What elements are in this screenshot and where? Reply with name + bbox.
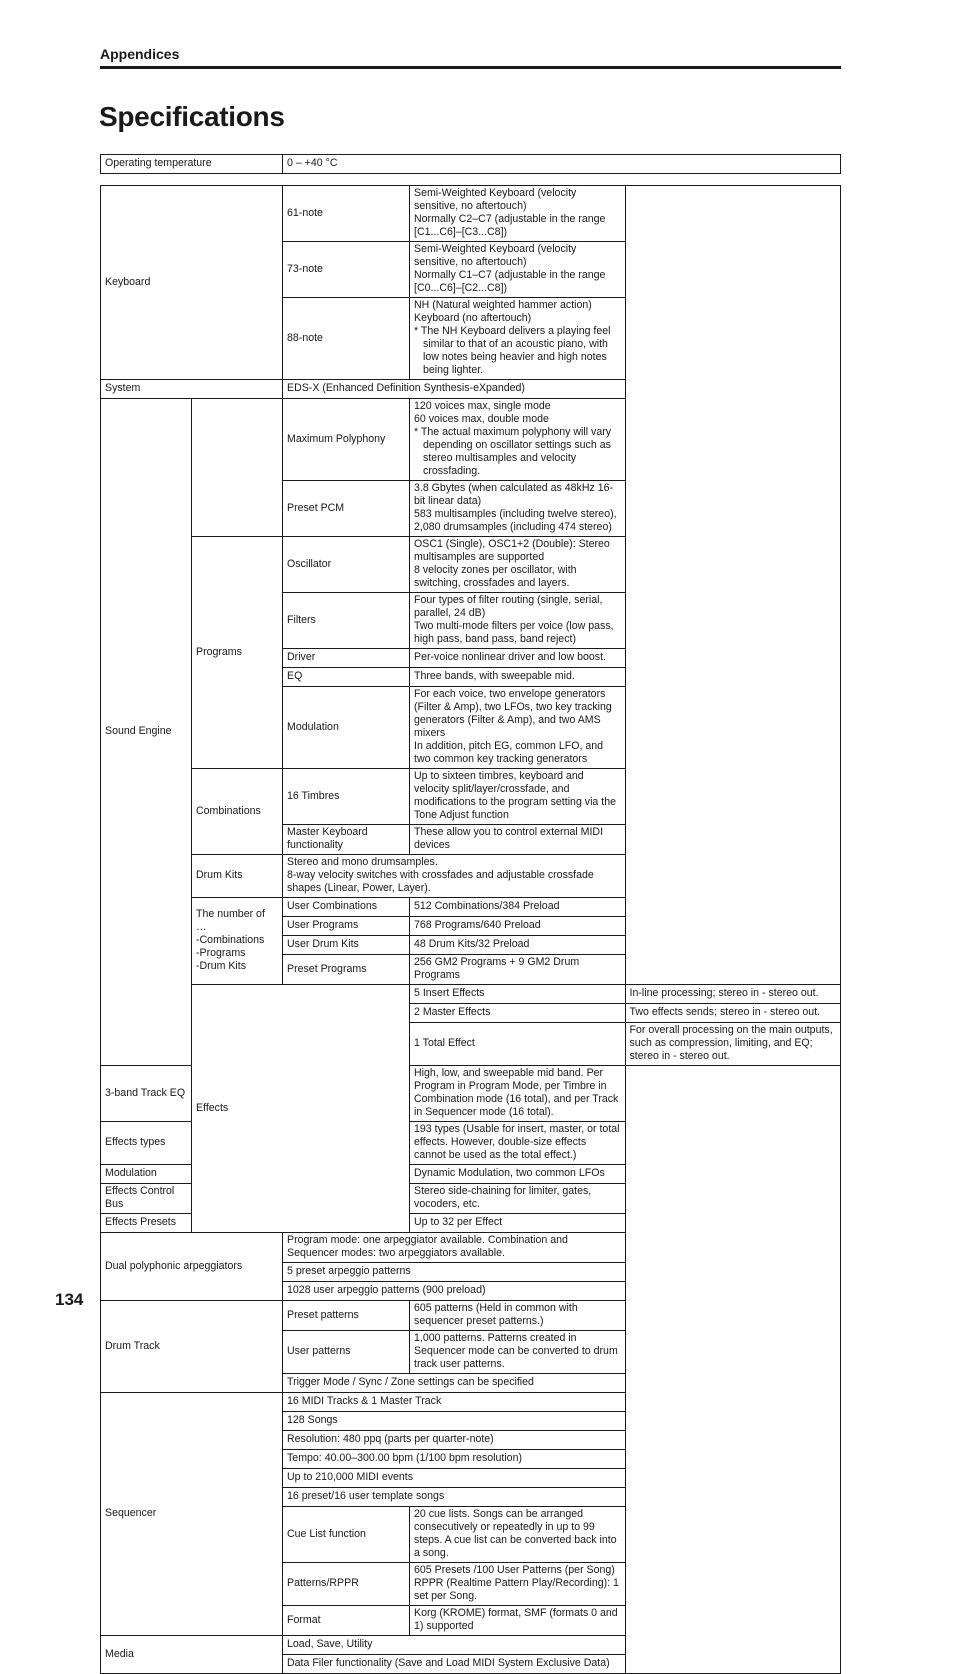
programs-row-name: Filters	[283, 593, 410, 649]
table-row	[101, 898, 841, 917]
spec-note: * The NH Keyboard delivers a playing feel similar to that of an acoustic piano, with low notes being heavier and high notes being lighter.	[414, 325, 611, 376]
spec-line: Normally C1–C7 (adjustable in the range [C0...C6]–[C2...C8])	[414, 269, 606, 294]
combinations-label: Combinations	[192, 769, 283, 855]
effects-row-name: 5 Insert Effects	[410, 985, 625, 1004]
media-row: Data Filer functionality (Save and Load MIDI System Exclusive Data)	[283, 1655, 625, 1674]
table-row	[101, 985, 841, 1004]
effects-row-name: 3-band Track EQ	[101, 1066, 192, 1122]
effects-row-value: Stereo side-chaining for limiter, gates, vocoders, etc.	[410, 1184, 625, 1214]
arpeggiators-row: 5 preset arpeggio patterns	[283, 1263, 625, 1282]
number-of-row-name: User Drum Kits	[283, 936, 410, 955]
number-of-row-value: 256 GM2 Programs + 9 GM2 Drum Programs	[410, 955, 625, 985]
spec-line: 605 Presets /100 User Patterns (per Song)	[414, 1564, 615, 1576]
operating-temperature-value: 0 – +40 °C	[283, 155, 841, 174]
effects-row-name: Modulation	[101, 1165, 192, 1184]
effects-row-value: Two effects sends; stereo in - stereo out.	[625, 1004, 841, 1023]
sequencer-row-name: Format	[283, 1606, 410, 1636]
spec-line: NH (Natural weighted hammer action) Keyboard (no aftertouch)	[414, 299, 592, 324]
arpeggiators-row: Program mode: one arpeggiator available. Combination and Sequencer modes: two arpeggiators available.	[283, 1233, 625, 1263]
drum-track-row-value: 605 patterns (Held in common with sequencer preset patterns.)	[410, 1301, 625, 1331]
programs-row-name: EQ	[283, 668, 410, 687]
sequencer-row: Up to 210,000 MIDI events	[283, 1469, 625, 1488]
spec-line: 583 multisamples (including twelve stereo),	[414, 508, 617, 520]
effects-row-value: In-line processing; stereo in - stereo out.	[625, 985, 841, 1004]
keyboard-label: Keyboard	[101, 186, 283, 380]
drum-kits-label: Drum Kits	[192, 855, 283, 898]
number-of-row-value: 512 Combinations/384 Preload	[410, 898, 625, 917]
effects-label: Effects	[192, 985, 410, 1233]
table-row	[101, 186, 841, 242]
drum-track-row-name: User patterns	[283, 1331, 410, 1374]
system-value: EDS-X (Enhanced Definition Synthesis-eXpanded)	[283, 380, 625, 399]
drum-track-label: Drum Track	[101, 1301, 283, 1393]
drum-track-row-value: 1,000 patterns. Patterns created in Sequencer mode can be converted to drum track user patterns.	[410, 1331, 625, 1374]
spec-line: Four types of filter routing (single, serial, parallel, 24 dB)	[414, 594, 603, 619]
max-polyphony-value	[410, 399, 625, 481]
table-row	[101, 399, 841, 481]
combinations-row-value: These allow you to control external MIDI devices	[410, 825, 625, 855]
programs-row-name: Modulation	[283, 687, 410, 769]
sound-engine-blank-cell	[192, 399, 283, 537]
effects-row-value: Dynamic Modulation, two common LFOs	[410, 1165, 625, 1184]
programs-row-value	[410, 537, 625, 593]
sequencer-row-value	[410, 1563, 625, 1606]
combinations-row-name: 16 Timbres	[283, 769, 410, 825]
spec-line: OSC1 (Single), OSC1+2 (Double): Stereo multisamples are supported	[414, 538, 610, 563]
spec-line: Stereo and mono drumsamples.	[287, 856, 438, 868]
drum-track-row-name: Preset patterns	[283, 1301, 410, 1331]
number-of-row-value: 48 Drum Kits/32 Preload	[410, 936, 625, 955]
spec-line: In addition, pitch EG, common LFO, and two common key tracking generators	[414, 740, 604, 765]
spec-line: Semi-Weighted Keyboard (velocity sensitive, no aftertouch)	[414, 243, 577, 268]
sequencer-row-name: Patterns/RPPR	[283, 1563, 410, 1606]
spec-line: -Combinations	[196, 934, 265, 946]
effects-row-value: 193 types (Usable for insert, master, or total effects. However, double-size effects cannot be used as the total effect.)	[410, 1122, 625, 1165]
effects-row-name: 1 Total Effect	[410, 1023, 625, 1066]
programs-row-name: Driver	[283, 649, 410, 668]
spec-line: 8 velocity zones per oscillator, with switching, crossfades and layers.	[414, 564, 577, 589]
specifications-table	[100, 185, 841, 1674]
combinations-row-value: Up to sixteen timbres, keyboard and velocity split/layer/crossfade, and modifications to the program setting via the Tone Adjust function	[410, 769, 625, 825]
table-row	[101, 380, 841, 399]
table-row	[101, 537, 841, 593]
spec-line: Two multi-mode filters per voice (low pass, high pass, band pass, band reject)	[414, 620, 614, 645]
combinations-row-name: Master Keyboard functionality	[283, 825, 410, 855]
programs-label: Programs	[192, 537, 283, 769]
drum-kits-value	[283, 855, 625, 898]
preset-pcm-value	[410, 481, 625, 537]
spec-line: Semi-Weighted Keyboard (velocity sensitive, no aftertouch)	[414, 187, 577, 212]
spec-line: 60 voices max, double mode	[414, 413, 549, 425]
max-polyphony-name: Maximum Polyphony	[283, 399, 410, 481]
number-of-row-name: User Combinations	[283, 898, 410, 917]
table-row	[101, 155, 841, 174]
sequencer-row: 128 Songs	[283, 1412, 625, 1431]
spec-line: For each voice, two envelope generators (Filter & Amp), two LFOs, two key tracking generators (Filter & Amp), and two AMS mixers	[414, 688, 612, 739]
effects-row-name: 2 Master Effects	[410, 1004, 625, 1023]
programs-row-value	[410, 593, 625, 649]
section-header: Appendices	[100, 46, 180, 62]
effects-row-name: Effects Presets	[101, 1214, 192, 1233]
sequencer-row-name: Cue List function	[283, 1507, 410, 1563]
operating-temperature-table	[100, 154, 841, 174]
preset-pcm-name: Preset PCM	[283, 481, 410, 537]
spec-line: 3.8 Gbytes (when calculated as 48kHz 16-bit linear data)	[414, 482, 614, 507]
header-rule	[100, 66, 841, 69]
table-row	[101, 1301, 841, 1331]
number-of-row-value: 768 Programs/640 Preload	[410, 917, 625, 936]
keyboard-row-name: 61-note	[283, 186, 410, 242]
number-of-label	[192, 898, 283, 985]
table-row	[101, 855, 841, 898]
system-label: System	[101, 380, 283, 399]
table-row	[101, 769, 841, 825]
sequencer-row-value: Korg (KROME) format, SMF (formats 0 and 1) supported	[410, 1606, 625, 1636]
media-label: Media	[101, 1636, 283, 1674]
effects-row-name: Effects types	[101, 1122, 192, 1165]
spec-line: The number of …	[196, 908, 265, 933]
keyboard-row-name: 73-note	[283, 242, 410, 298]
number-of-row-name: Preset Programs	[283, 955, 410, 985]
arpeggiators-label: Dual polyphonic arpeggiators	[101, 1233, 283, 1301]
sequencer-row: 16 preset/16 user template songs	[283, 1488, 625, 1507]
operating-temperature-label: Operating temperature	[101, 155, 283, 174]
keyboard-row-value	[410, 242, 625, 298]
page-number: 134	[55, 1290, 84, 1309]
programs-row-value: Per-voice nonlinear driver and low boost.	[410, 649, 625, 668]
media-row: Load, Save, Utility	[283, 1636, 625, 1655]
sequencer-row: Tempo: 40.00–300.00 bpm (1/100 bpm resolution)	[283, 1450, 625, 1469]
spec-line: -Drum Kits	[196, 960, 247, 972]
sequencer-row-value: 20 cue lists. Songs can be arranged consecutively or repeatedly in up to 99 steps. A cue list can be converted back into a song.	[410, 1507, 625, 1563]
spec-line: 120 voices max, single mode	[414, 400, 551, 412]
effects-row-value: For overall processing on the main outputs, such as compression, limiting, and EQ; stereo in - stereo out.	[625, 1023, 841, 1066]
table-row	[101, 1233, 841, 1263]
sequencer-row: 16 MIDI Tracks & 1 Master Track	[283, 1393, 625, 1412]
drum-track-footer: Trigger Mode / Sync / Zone settings can be specified	[283, 1374, 625, 1393]
programs-row-value: Three bands, with sweepable mid.	[410, 668, 625, 687]
table-row	[101, 1393, 841, 1412]
number-of-row-name: User Programs	[283, 917, 410, 936]
spec-note: * The actual maximum polyphony will vary depending on oscillator settings such as stereo multisamples and velocity crossfading.	[414, 426, 612, 477]
keyboard-row-value	[410, 186, 625, 242]
keyboard-row-value	[410, 298, 625, 380]
spec-line: 2,080 drumsamples (including 474 stereo)	[414, 521, 612, 533]
keyboard-row-name: 88-note	[283, 298, 410, 380]
page-title: Specifications	[99, 101, 285, 132]
effects-row-value: High, low, and sweepable mid band. Per Program in Program Mode, per Timbre in Combination mode (16 total), and per Track in Sequencer mode (16 total).	[410, 1066, 625, 1122]
sound-engine-label: Sound Engine	[101, 399, 192, 1066]
spec-line: Normally C2–C7 (adjustable in the range [C1...C6]–[C3...C8])	[414, 213, 606, 238]
effects-row-name: Effects Control Bus	[101, 1184, 192, 1214]
spec-line: RPPR (Realtime Pattern Play/Recording): 1 set per Song.	[414, 1577, 619, 1602]
sequencer-row: Resolution: 480 ppq (parts per quarter-note)	[283, 1431, 625, 1450]
table-row	[101, 1636, 841, 1655]
arpeggiators-row: 1028 user arpeggio patterns (900 preload)	[283, 1282, 625, 1301]
spec-line: -Programs	[196, 947, 246, 959]
programs-row-value	[410, 687, 625, 769]
spec-line: 8-way velocity switches with crossfades and adjustable crossfade shapes (Linear, Power, Layer).	[287, 869, 594, 894]
sequencer-label: Sequencer	[101, 1393, 283, 1636]
programs-row-name: Oscillator	[283, 537, 410, 593]
effects-row-value: Up to 32 per Effect	[410, 1214, 625, 1233]
